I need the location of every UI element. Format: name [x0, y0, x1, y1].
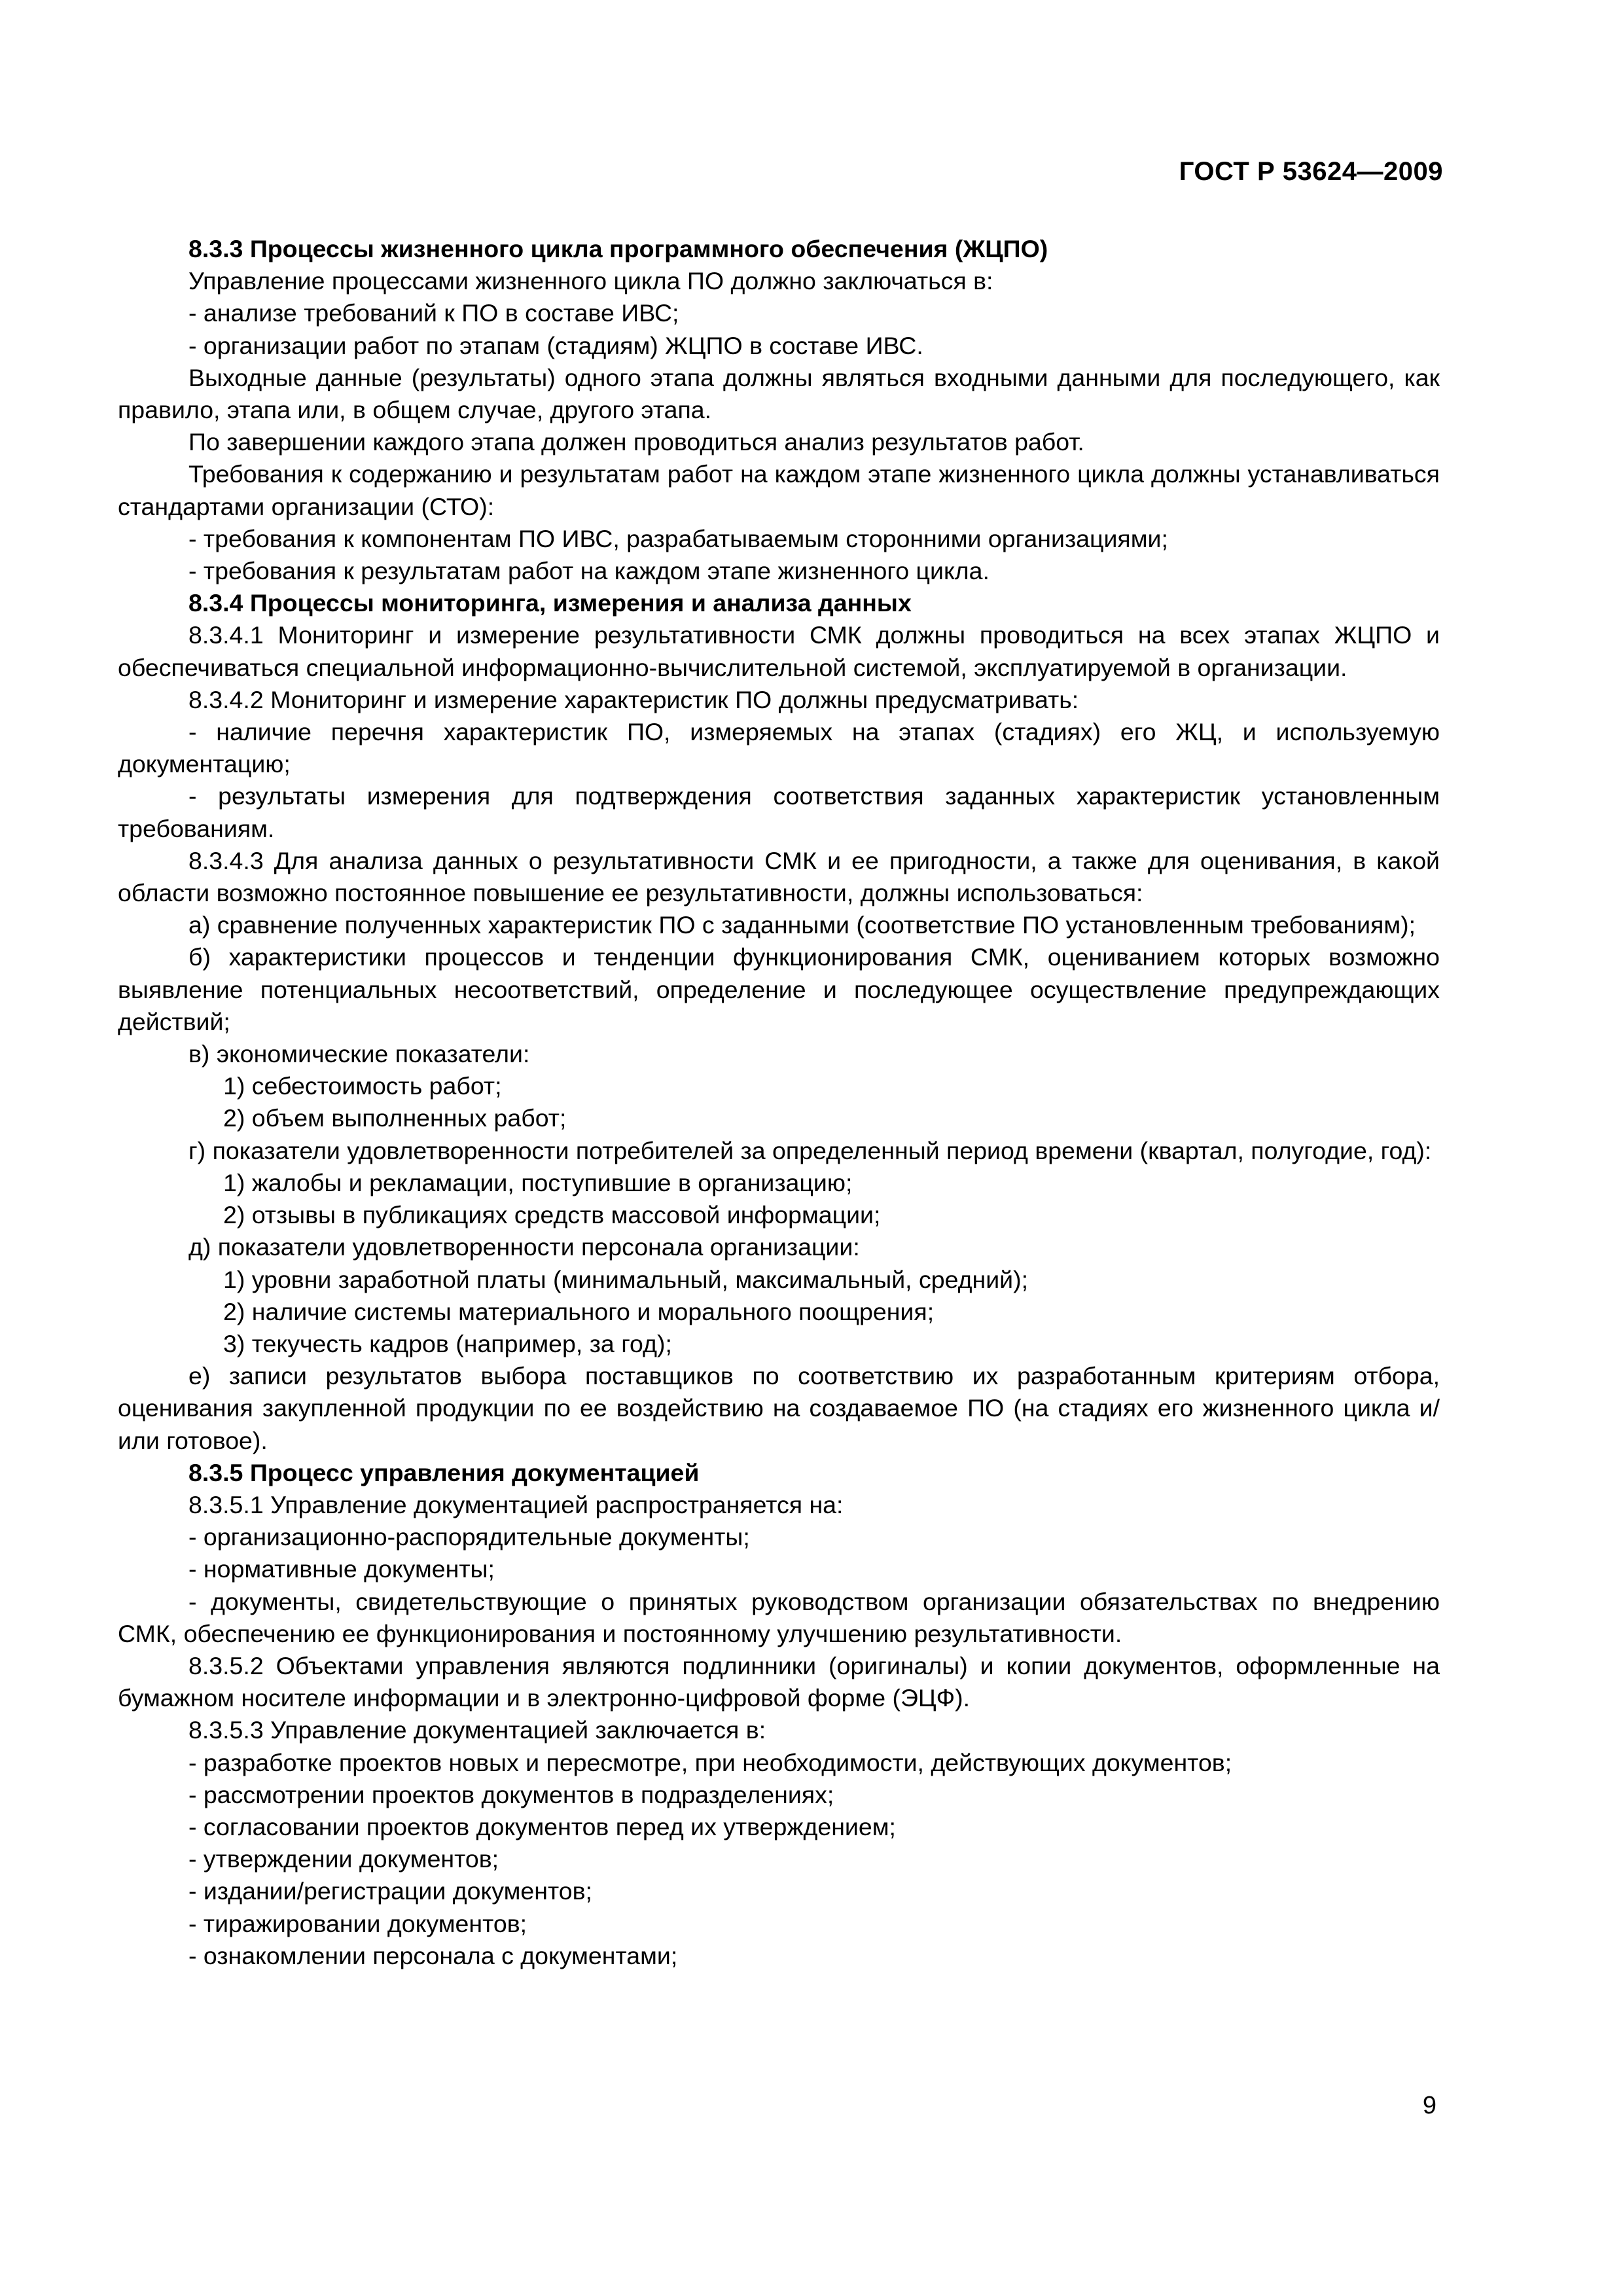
numbered-sub-item: 1) уровни заработной платы (минимальный, максимальный, средний); [223, 1265, 1029, 1293]
numbered-sub-item: 2) отзывы в публикациях средств массовой информации; [223, 1201, 881, 1229]
dash-list-item: - наличие перечня характеристик ПО, измеряемых на этапах (стадиях) его ЖЦ, и используемую документацию; [118, 718, 1440, 778]
numbered-sub-item: 1) жалобы и рекламации, поступившие в организацию; [223, 1168, 853, 1196]
paragraph: 8.3.4.1 Мониторинг и измерение результативности СМК должны проводиться на всех этапах ЖЦПО и обеспечиваться специальной информационно-вычислительной системой, эксплуатируемой в организации. [118, 621, 1440, 681]
paragraph: 8.3.5.2 Объектами управления являются подлинники (оригиналы) и копии документов, оформленные на бумажном носителе информации и в электронно-цифровой форме (ЭЦФ). [118, 1651, 1440, 1712]
dash-list-item: - рассмотрении проектов документов в подразделениях; [188, 1780, 834, 1808]
dash-list-item: - результаты измерения для подтверждения соответствия заданных характеристик установленным требованиям. [118, 782, 1440, 842]
paragraph: 8.3.5.3 Управление документацией заключается в: [188, 1716, 766, 1744]
paragraph: Управление процессами жизненного цикла ПО должно заключаться в: [188, 267, 993, 295]
paragraph: Выходные данные (результаты) одного этапа должны являться входными данными для последующего, как правило, этапа или, в общем случае, другого этапа. [118, 363, 1440, 424]
paragraph: б) характеристики процессов и тенденции функционирования СМК, оцениванием которых возможно выявление потенциальных несоответствий, определение и последующее осуществление предупреждающих действий; [118, 943, 1440, 1035]
paragraph: 8.3.4.2 Мониторинг и измерение характеристик ПО должны предусматривать: [188, 685, 1079, 713]
paragraph: а) сравнение полученных характеристик ПО с заданными (соответствие ПО установленным требованиям); [188, 911, 1416, 939]
numbered-sub-item: 3) текучесть кадров (например, за год); [223, 1329, 672, 1357]
paragraph: г) показатели удовлетворенности потребителей за определенный период времени (квартал, полугодие, год): [188, 1136, 1432, 1164]
numbered-sub-item: 2) наличие системы материального и морального поощрения; [223, 1297, 935, 1325]
dash-list-item: - издании/регистрации документов; [188, 1877, 592, 1905]
dash-list-item: - организации работ по этапам (стадиям) ЖЦПО в составе ИВС. [188, 331, 923, 359]
dash-list-item: - ознакомлении персонала с документами; [188, 1941, 678, 1969]
dash-list-item: - требования к результатам работ на каждом этапе жизненного цикла. [188, 557, 990, 585]
numbered-sub-item: 2) объем выполненных работ; [223, 1104, 567, 1132]
dash-list-item: - тиражировании документов; [188, 1909, 527, 1937]
paragraph: По завершении каждого этапа должен проводиться анализ результатов работ. [188, 428, 1084, 456]
dash-list-item: - анализе требований к ПО в составе ИВС; [188, 299, 679, 327]
dash-list-item: - нормативные документы; [188, 1555, 495, 1583]
dash-list-item: - организационно-распорядительные документы; [188, 1523, 750, 1551]
numbered-sub-item: 1) себестоимость работ; [223, 1072, 502, 1100]
paragraph: 8.3.4.3 Для анализа данных о результативности СМК и ее пригодности, а также для оценивания, в какой области возможно постоянное повышение ее результативности, должны использоваться: [118, 846, 1440, 907]
paragraph: е) записи результатов выбора поставщиков по соответствию их разработанным критериям отбора, оценивания закупленной продукции по ее воздействию на создаваемое ПО (на стадиях его жизненного цикла и/или готовое). [118, 1362, 1440, 1454]
dash-list-item: - требования к компонентам ПО ИВС, разрабатываемым сторонними организациями; [188, 524, 1168, 552]
section-heading: 8.3.5 Процесс управления документацией [188, 1458, 700, 1486]
paragraph: 8.3.5.1 Управление документацией распространяется на: [188, 1490, 844, 1518]
dash-list-item: - утверждении документов; [188, 1845, 499, 1873]
lettered-list-item: д) показатели удовлетворенности персонала организации: [188, 1233, 860, 1261]
dash-list-item: - разработке проектов новых и пересмотре, при необходимости, действующих документов; [188, 1748, 1232, 1776]
lettered-list-item: в) экономические показатели: [188, 1040, 530, 1068]
page-number: 9 [1422, 2092, 1436, 2119]
paragraph: Требования к содержанию и результатам работ на каждом этапе жизненного цикла должны устанавливаться стандартами организации (СТО): [118, 460, 1440, 520]
section-heading: 8.3.3 Процессы жизненного цикла программного обеспечения (ЖЦПО) [188, 235, 1048, 262]
document-code-header: ГОСТ Р 53624—2009 [1179, 157, 1443, 186]
section-heading: 8.3.4 Процессы мониторинга, измерения и анализа данных [188, 589, 912, 617]
dash-list-item: - документы, свидетельствующие о принятых руководством организации обязательствах по внедрению СМК, обеспечению ее функционирования и постоянному улучшению результативности. [118, 1587, 1440, 1647]
dash-list-item: - согласовании проектов документов перед их утверждением; [188, 1812, 896, 1840]
document-body [118, 233, 1440, 1972]
